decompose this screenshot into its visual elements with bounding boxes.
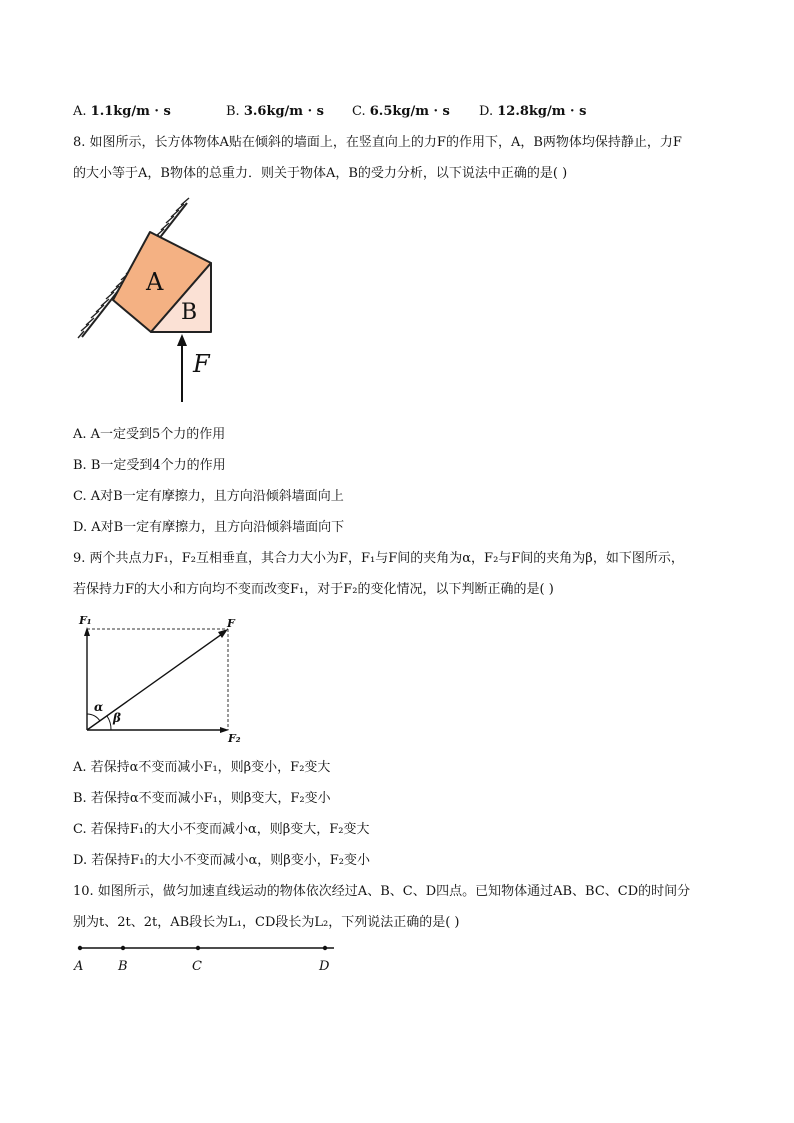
label-alpha: α — [94, 700, 104, 714]
label-a: A — [146, 268, 164, 296]
beta-arc — [107, 716, 111, 730]
q9-stem-line2: 若保持力F的大小和方向均不变而改变F₁，对于F₂的变化情况，以下判断正确的是( ) — [73, 582, 554, 597]
alpha-arc — [87, 714, 100, 721]
q9-option-a: A. 若保持α不变而减小F₁，则β变小，F₂变大 — [73, 760, 331, 775]
q8-stem-line2: 的大小等于A，B物体的总重力．则关于物体A，B的受力分析，以下说法中正确的是( ) — [73, 166, 568, 181]
label-f2: F₂ — [228, 732, 241, 745]
label-b: B — [181, 300, 198, 325]
q9-option-c: C. 若保持F₁的大小不变而减小α，则β变大，F₂变大 — [73, 822, 370, 837]
q10-figure — [70, 940, 340, 975]
label-point-d: D — [319, 959, 330, 974]
q8-option-a: A. A一定受到5个力的作用 — [73, 427, 226, 442]
q7-option-b: B. 3.6kg/m · s — [226, 104, 324, 119]
label-point-c: C — [192, 959, 202, 974]
q10-stem-line2: 别为t、2t、2t，AB段长为L₁，CD段长为L₂，下列说法正确的是( ) — [73, 915, 460, 930]
q9-stem-line1: 9. 两个共点力F₁，F₂互相垂直，其合力大小为F，F₁与F间的夹角为α，F₂与F间的夹角为β，如下图所示， — [73, 551, 684, 566]
point-a — [78, 946, 82, 950]
q8-option-b: B. B一定受到4个力的作用 — [73, 458, 226, 473]
q10-stem-line1: 10. 如图所示，做匀加速直线运动的物体依次经过A、B、C、D四点。已知物体通过AB、BC、CD的时间分 — [73, 884, 691, 899]
point-c — [196, 946, 200, 950]
force-f2-arrow — [87, 727, 229, 733]
q9-figure — [74, 610, 249, 745]
label-point-a: A — [74, 959, 84, 974]
q7-option-a: A. 1.1kg/m · s — [73, 104, 171, 119]
label-f: F — [193, 350, 210, 378]
q7-option-d: D. 12.8kg/m · s — [479, 104, 587, 119]
label-f1: F₁ — [79, 614, 92, 627]
force-arrow-f — [177, 334, 187, 402]
point-b — [121, 946, 125, 950]
label-point-b: B — [118, 959, 128, 974]
q7-option-c: C. 6.5kg/m · s — [352, 104, 450, 119]
label-beta: β — [113, 711, 121, 725]
q8-figure — [75, 198, 225, 408]
q8-stem-line1: 8. 如图所示，长方体物体A贴在倾斜的墙面上，在竖直向上的力F的作用下，A，B两物体均保持静止，力F — [73, 135, 682, 150]
force-f-arrow — [87, 629, 228, 730]
q9-option-b: B. 若保持α不变而减小F₁，则β变大，F₂变小 — [73, 791, 331, 806]
q8-option-c: C. A对B一定有摩擦力，且方向沿倾斜墙面向上 — [73, 489, 344, 504]
label-f: F — [227, 617, 235, 630]
q9-option-d: D. 若保持F₁的大小不变而减小α，则β变小，F₂变小 — [73, 853, 370, 868]
q8-option-d: D. A对B一定有摩擦力，且方向沿倾斜墙面向下 — [73, 520, 345, 535]
point-d — [323, 946, 327, 950]
